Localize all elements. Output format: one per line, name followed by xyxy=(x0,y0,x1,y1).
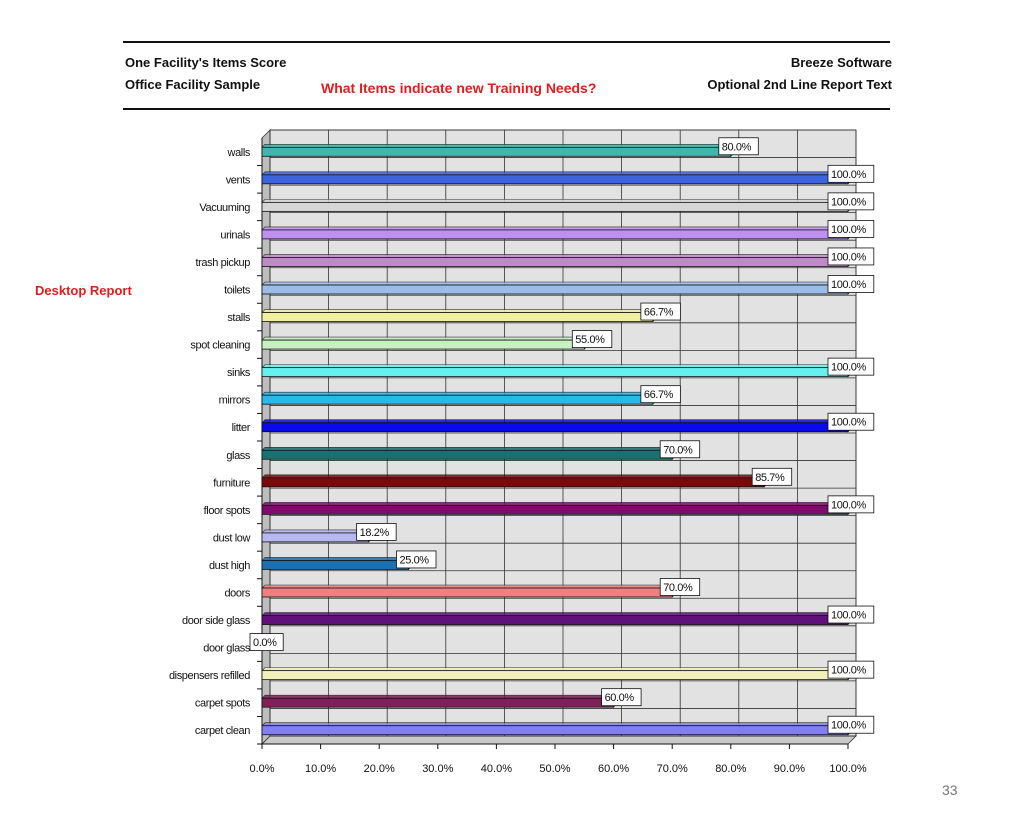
desktop-report-label: Desktop Report xyxy=(35,283,132,298)
data-label: 55.0% xyxy=(575,334,605,347)
bar-top-face xyxy=(262,365,851,368)
category-label: glass xyxy=(226,449,250,462)
category-label: toilets xyxy=(224,284,250,297)
plot-floor xyxy=(262,736,856,744)
page-number: 33 xyxy=(942,782,958,798)
data-label: 80.0% xyxy=(721,141,752,154)
bar xyxy=(262,588,672,597)
bar xyxy=(262,368,848,377)
bar-top-face xyxy=(262,530,372,533)
data-label: 66.7% xyxy=(643,389,674,402)
bar xyxy=(262,230,848,239)
category-label: trash pickup xyxy=(195,256,250,269)
data-label: 100.0% xyxy=(831,279,866,291)
header-title: One Facility's Items Score xyxy=(125,55,287,70)
header-report-text: Optional 2nd Line Report Text xyxy=(707,77,892,92)
x-tick-label: 20.0% xyxy=(363,763,395,775)
data-label: 100.0% xyxy=(831,719,866,732)
plot-side-wall xyxy=(262,130,270,744)
bar-top-face xyxy=(262,723,851,726)
bar xyxy=(262,560,409,569)
category-label: Vacuuming xyxy=(199,201,250,214)
data-label: 100.0% xyxy=(831,223,866,236)
bar xyxy=(262,698,614,707)
data-label: 100.0% xyxy=(831,168,866,181)
data-label: 70.0% xyxy=(663,582,693,594)
data-label: 100.0% xyxy=(831,251,866,264)
x-tick-label: 10.0% xyxy=(304,763,337,775)
category-label: walls xyxy=(227,146,250,159)
data-label: 100.0% xyxy=(831,196,866,209)
category-label: furniture xyxy=(213,477,250,490)
data-label: 60.0% xyxy=(604,692,634,705)
data-label: 100.0% xyxy=(831,609,866,622)
bar-top-face xyxy=(262,447,675,450)
bar xyxy=(262,671,848,680)
bar-top-face xyxy=(262,668,851,671)
bar xyxy=(262,423,848,432)
category-label: door side glass xyxy=(182,615,250,628)
x-tick-label: 80.0% xyxy=(715,763,747,775)
category-label: dispensers refilled xyxy=(168,670,250,683)
bar xyxy=(262,313,653,322)
x-tick-label: 30.0% xyxy=(422,763,454,775)
x-tick-label: 50.0% xyxy=(539,763,571,775)
data-label: 100.0% xyxy=(831,361,866,374)
category-label: urinals xyxy=(220,229,250,242)
bar-top-face xyxy=(262,199,851,202)
data-label: 100.0% xyxy=(831,499,866,512)
category-label: dust high xyxy=(208,559,250,572)
bar xyxy=(262,505,848,514)
bar xyxy=(262,478,764,487)
category-label: door glass xyxy=(203,642,250,655)
bar xyxy=(262,533,369,542)
category-label: stalls xyxy=(227,312,250,325)
data-label: 85.7% xyxy=(755,471,785,484)
bar-top-face xyxy=(262,227,851,230)
category-label: mirrors xyxy=(218,394,250,407)
plot-back-wall xyxy=(262,130,856,744)
bar-top-face xyxy=(262,254,851,257)
x-tick-label: 40.0% xyxy=(480,763,513,775)
training-question: What Items indicate new Training Needs? xyxy=(321,80,597,96)
bar xyxy=(262,257,848,266)
x-tick-label: 0.0% xyxy=(249,763,275,775)
x-tick-label: 100.0% xyxy=(829,763,867,775)
bar-top-face xyxy=(262,310,656,313)
category-label: carpet clean xyxy=(194,725,250,738)
bar-top-face xyxy=(262,282,851,285)
bar xyxy=(262,616,848,625)
bar-top-face xyxy=(262,144,734,147)
bar xyxy=(262,285,848,294)
bar-top-face xyxy=(262,420,851,423)
x-tick-label: 60.0% xyxy=(597,763,630,775)
bar xyxy=(262,726,848,735)
data-label: 70.0% xyxy=(663,444,693,457)
category-label: carpet spots xyxy=(194,697,250,710)
category-label: spot cleaning xyxy=(190,339,250,352)
x-tick-label: 90.0% xyxy=(773,763,806,775)
data-label: 0.0% xyxy=(253,637,277,650)
data-label: 18.2% xyxy=(359,526,389,539)
header-subtitle: Office Facility Sample xyxy=(125,77,261,92)
category-label: litter xyxy=(231,422,250,435)
bar xyxy=(262,395,653,404)
data-label: 25.0% xyxy=(399,554,429,567)
bar-top-face xyxy=(262,613,851,616)
bar-top-face xyxy=(262,502,851,505)
bar xyxy=(262,202,848,211)
bar-top-face xyxy=(262,585,675,588)
bar-top-face xyxy=(262,557,412,560)
bar-top-face xyxy=(262,695,617,698)
bar xyxy=(262,450,672,459)
bar xyxy=(262,175,848,184)
data-label: 100.0% xyxy=(831,416,866,429)
category-label: vents xyxy=(225,174,250,187)
bar-top-face xyxy=(262,172,851,175)
bar-top-face xyxy=(262,337,587,340)
x-tick-labels xyxy=(249,744,866,775)
data-label: 66.7% xyxy=(643,306,674,319)
x-tick-label: 70.0% xyxy=(656,763,688,775)
category-label: floor spots xyxy=(203,504,250,517)
bar-top-face xyxy=(262,392,656,395)
bar xyxy=(262,340,584,349)
category-label: doors xyxy=(224,587,250,600)
category-label: sinks xyxy=(226,367,250,380)
category-label: dust low xyxy=(212,532,250,545)
bar-top-face xyxy=(262,475,767,478)
data-label: 100.0% xyxy=(831,664,866,677)
bar xyxy=(262,147,731,156)
header-company: Breeze Software xyxy=(790,55,892,70)
